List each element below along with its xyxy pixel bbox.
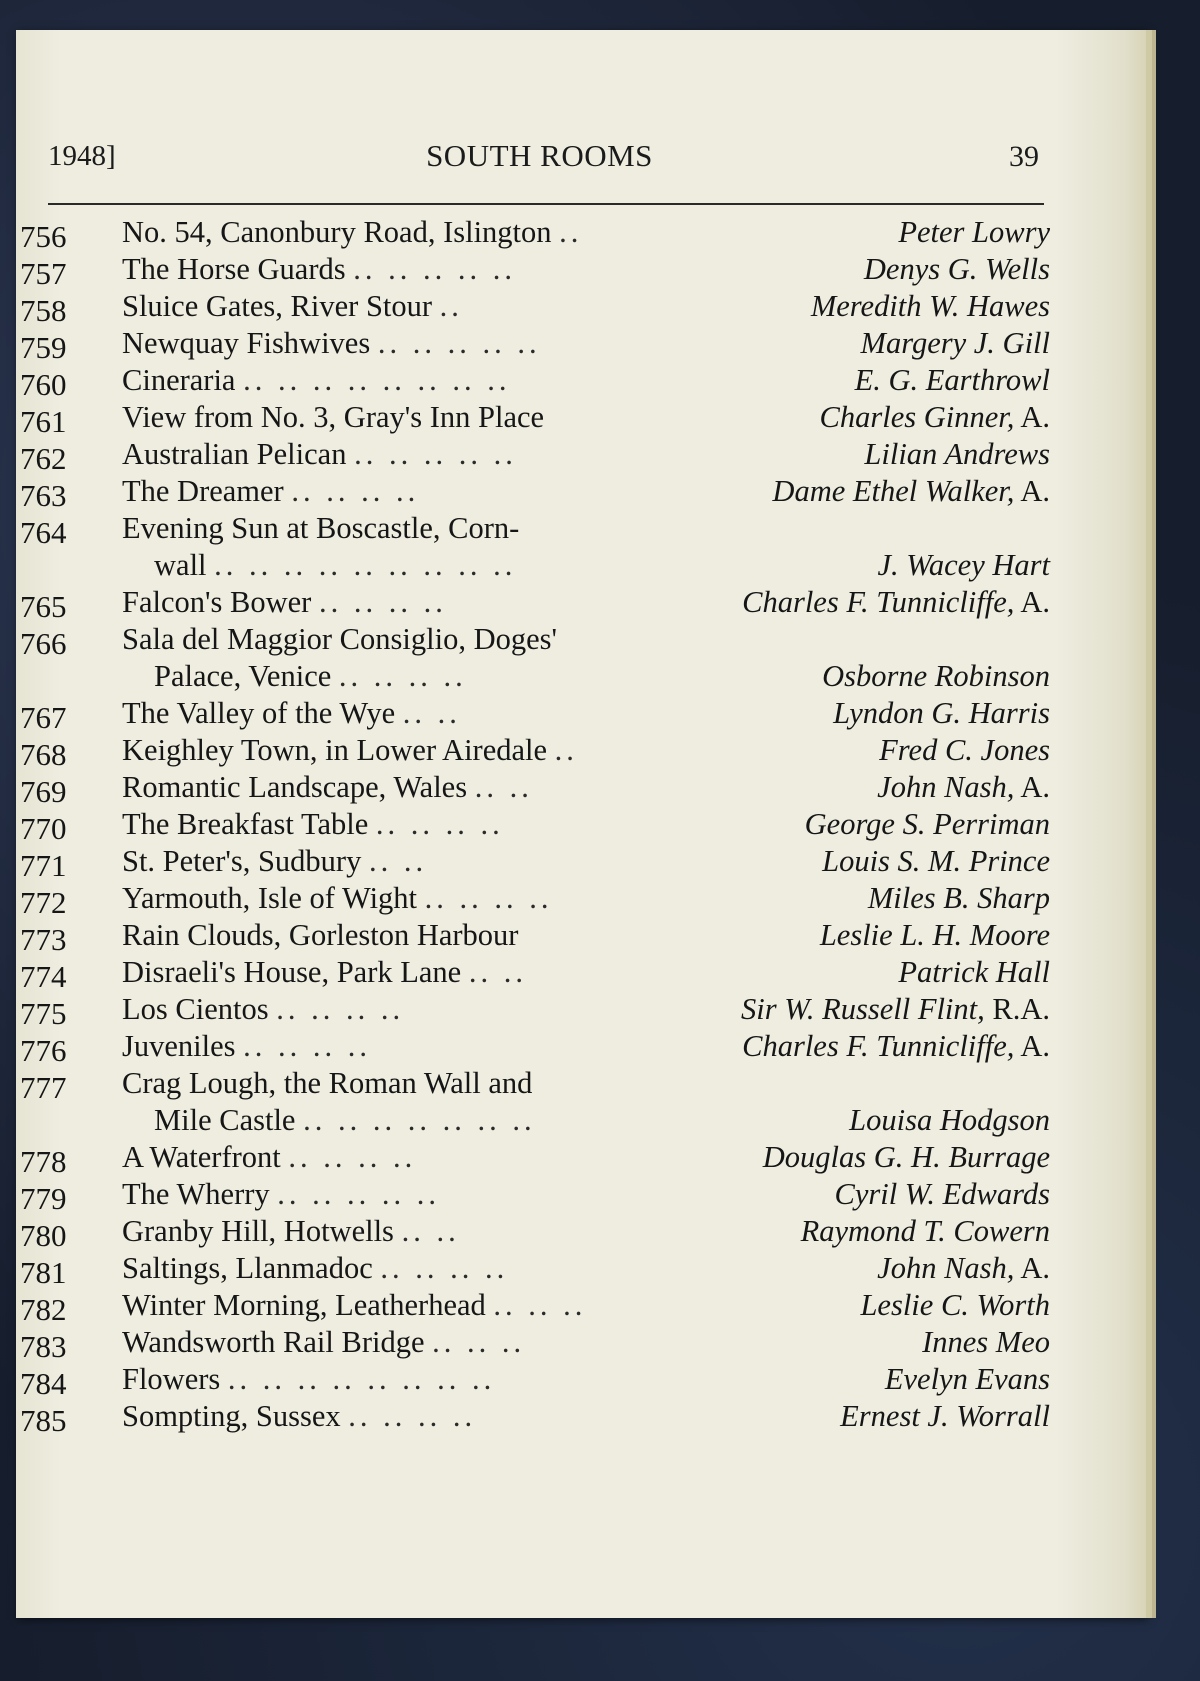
entry-artist bbox=[855, 363, 1050, 398]
dot-leader: .. .. .. .. bbox=[288, 1140, 417, 1174]
catalogue-entry bbox=[20, 807, 1050, 844]
entry-artist bbox=[898, 955, 1050, 990]
catalogue-entry bbox=[20, 437, 1050, 474]
entry-number: 766 bbox=[20, 626, 67, 661]
catalogue-entry bbox=[20, 918, 1050, 955]
artist-name: J. Wacey Hart bbox=[877, 548, 1050, 582]
catalogue-entry bbox=[20, 1362, 1050, 1399]
entry-title bbox=[122, 511, 519, 546]
dot-leader: .. .. .. .. .. bbox=[277, 1177, 441, 1211]
artist-name: Patrick Hall bbox=[898, 955, 1050, 989]
catalogue-entry bbox=[20, 696, 1050, 733]
entry-number: 769 bbox=[20, 774, 67, 809]
entry-title-text: Cineraria bbox=[122, 363, 236, 397]
dot-leader: .. .. bbox=[368, 844, 428, 878]
artist-name: Douglas G. H. Burrage bbox=[762, 1140, 1050, 1174]
entry-artist bbox=[822, 659, 1050, 694]
entry-title-text: The Wherry bbox=[122, 1177, 270, 1211]
entry-artist bbox=[898, 215, 1050, 250]
entry-title-text: Australian Pelican bbox=[122, 437, 347, 471]
academy-suffix: A. bbox=[1014, 585, 1050, 619]
dot-leader: .. .. .. .. .. bbox=[377, 326, 541, 360]
entry-title-text: Sala del Maggior Consiglio, Doges' bbox=[122, 622, 557, 656]
dot-leader: .. .. .. .. bbox=[291, 474, 420, 508]
artist-name: Cyril W. Edwards bbox=[834, 1177, 1050, 1211]
entry-artist bbox=[822, 844, 1050, 879]
entry-title-text: Winter Morning, Leatherhead bbox=[122, 1288, 486, 1322]
entry-title-text: The Breakfast Table bbox=[122, 807, 369, 841]
catalogue-entry bbox=[20, 992, 1050, 1029]
entry-artist bbox=[840, 1399, 1050, 1434]
entry-number: 773 bbox=[20, 922, 67, 957]
entry-number: 760 bbox=[20, 367, 67, 402]
dot-leader: .. .. .. .. bbox=[243, 1029, 372, 1063]
dot-leader: .. .. .. .. .. .. .. .. .. bbox=[214, 548, 517, 582]
entry-title bbox=[122, 1362, 495, 1397]
entry-title-continued bbox=[154, 1103, 536, 1138]
entry-title bbox=[122, 807, 504, 842]
artist-name: Leslie L. H. Moore bbox=[819, 918, 1050, 952]
entry-title-continued bbox=[154, 548, 516, 583]
entry-number: 784 bbox=[20, 1366, 67, 1401]
dot-leader: .. .. .. bbox=[432, 1325, 526, 1359]
entry-title-text: The Horse Guards bbox=[122, 252, 346, 286]
entry-artist bbox=[772, 474, 1050, 509]
entry-title bbox=[122, 1029, 371, 1064]
artist-name: Denys G. Wells bbox=[863, 252, 1050, 286]
header-rule bbox=[48, 203, 1044, 205]
entry-number: 775 bbox=[20, 996, 67, 1031]
dot-leader: .. bbox=[439, 289, 463, 323]
entry-title bbox=[122, 363, 510, 398]
catalogue-entry bbox=[20, 289, 1050, 326]
catalogue-entry bbox=[20, 1251, 1050, 1288]
entry-artist bbox=[833, 696, 1050, 731]
catalogue-entry bbox=[20, 474, 1050, 511]
section-title: SOUTH ROOMS bbox=[426, 138, 653, 173]
dot-leader: .. .. .. .. bbox=[424, 881, 553, 915]
entry-artist bbox=[849, 1103, 1050, 1138]
catalogue-entry bbox=[20, 1066, 1050, 1140]
entry-artist bbox=[820, 918, 1050, 953]
entry-title bbox=[122, 918, 518, 953]
artist-name: Charles F. Tunnicliffe, bbox=[742, 1029, 1015, 1063]
entry-artist bbox=[877, 548, 1050, 583]
entry-title-text: The Dreamer bbox=[122, 474, 284, 508]
artist-name: Dame Ethel Walker, bbox=[772, 474, 1015, 508]
entry-title-text: Los Cientos bbox=[122, 992, 269, 1026]
entry-title-text: Saltings, Llanmadoc bbox=[122, 1251, 373, 1285]
entry-artist bbox=[864, 252, 1050, 287]
entry-number: 778 bbox=[20, 1144, 67, 1179]
artist-name: Miles B. Sharp bbox=[867, 881, 1050, 915]
artist-name: John Nash, bbox=[877, 1251, 1015, 1285]
entry-title-text: Falcon's Bower bbox=[122, 585, 312, 619]
catalogue-entry bbox=[20, 1177, 1050, 1214]
entry-title bbox=[122, 1066, 532, 1101]
entry-title bbox=[122, 1288, 586, 1323]
dot-leader: .. bbox=[554, 733, 578, 767]
entry-title bbox=[122, 696, 461, 731]
dot-leader: .. .. .. .. bbox=[318, 585, 447, 619]
artist-name: Peter Lowry bbox=[898, 215, 1050, 249]
catalogue-entry bbox=[20, 881, 1050, 918]
entry-number: 759 bbox=[20, 330, 67, 365]
entry-title bbox=[122, 955, 527, 990]
entry-artist bbox=[820, 400, 1050, 435]
catalogue-entry bbox=[20, 622, 1050, 696]
entry-artist bbox=[801, 1214, 1050, 1249]
academy-suffix: A. bbox=[1014, 1251, 1050, 1285]
entry-title bbox=[122, 1214, 460, 1249]
artist-name: Charles F. Tunnicliffe, bbox=[742, 585, 1015, 619]
catalogue-entry bbox=[20, 585, 1050, 622]
academy-suffix: A. bbox=[1014, 400, 1050, 434]
entry-artist bbox=[860, 1288, 1050, 1323]
dot-leader: .. .. .. .. bbox=[276, 992, 405, 1026]
academy-suffix: A. bbox=[1014, 770, 1050, 804]
entry-title bbox=[122, 400, 544, 435]
entry-number: 758 bbox=[20, 293, 67, 328]
artist-name: Fred C. Jones bbox=[879, 733, 1050, 767]
entry-title bbox=[122, 1325, 525, 1360]
catalogue-entry bbox=[20, 955, 1050, 992]
catalogue-entry bbox=[20, 1214, 1050, 1251]
artist-name: E. G. Earthrowl bbox=[854, 363, 1050, 397]
dot-leader: .. .. bbox=[402, 696, 461, 730]
entry-title-text: No. 54, Canonbury Road, Islington bbox=[122, 215, 552, 249]
entry-title-text: Newquay Fishwives bbox=[122, 326, 371, 360]
entry-title bbox=[122, 585, 447, 620]
entry-title-text: Crag Lough, the Roman Wall and bbox=[122, 1066, 533, 1100]
dot-leader: .. .. .. .. bbox=[375, 807, 504, 841]
entry-title bbox=[122, 437, 517, 472]
entry-title-text: Rain Clouds, Gorleston Harbour bbox=[122, 918, 519, 952]
catalogue-entry bbox=[20, 1399, 1050, 1436]
entry-artist bbox=[741, 992, 1050, 1027]
entry-title-text: Sluice Gates, River Stour bbox=[122, 289, 433, 323]
catalogue-entry bbox=[20, 252, 1050, 289]
catalogue-entry bbox=[20, 733, 1050, 770]
entry-artist bbox=[879, 733, 1050, 768]
entry-title-continued-text: wall bbox=[154, 548, 207, 582]
entry-number: 785 bbox=[20, 1403, 67, 1438]
academy-suffix: A. bbox=[1014, 474, 1050, 508]
entry-number: 761 bbox=[20, 404, 67, 439]
page-number: 39 bbox=[1009, 140, 1039, 173]
entry-title bbox=[122, 289, 463, 324]
dot-leader: .. .. .. .. .. .. .. bbox=[303, 1103, 536, 1137]
entry-title bbox=[122, 252, 516, 287]
entry-number: 767 bbox=[20, 700, 67, 735]
entry-artist bbox=[868, 881, 1050, 916]
artist-name: John Nash, bbox=[877, 770, 1015, 804]
artist-name: Meredith W. Hawes bbox=[810, 289, 1050, 323]
entry-number: 771 bbox=[20, 848, 67, 883]
entry-title-text: Granby Hill, Hotwells bbox=[122, 1214, 394, 1248]
entry-title-text: View from No. 3, Gray's Inn Place bbox=[122, 400, 545, 434]
entry-title-text: Sompting, Sussex bbox=[122, 1399, 341, 1433]
artist-name: Louis S. M. Prince bbox=[822, 844, 1050, 878]
running-header bbox=[32, 118, 1047, 182]
entry-title bbox=[122, 881, 553, 916]
entry-number: 782 bbox=[20, 1292, 67, 1327]
entry-title-text: Romantic Landscape, Wales bbox=[122, 770, 468, 804]
entry-title bbox=[122, 474, 419, 509]
entry-number: 763 bbox=[20, 478, 67, 513]
artist-name: Sir W. Russell Flint, bbox=[741, 992, 985, 1026]
entry-number: 756 bbox=[20, 219, 67, 254]
academy-suffix: R.A. bbox=[984, 992, 1050, 1026]
entry-number: 768 bbox=[20, 737, 67, 772]
catalogue-entry bbox=[20, 844, 1050, 881]
entry-number: 776 bbox=[20, 1033, 67, 1068]
entry-number: 762 bbox=[20, 441, 67, 476]
dot-leader: .. .. .. .. .. bbox=[353, 252, 516, 286]
entry-artist bbox=[763, 1140, 1050, 1175]
entry-number: 764 bbox=[20, 515, 67, 550]
catalogue-entry bbox=[20, 400, 1050, 437]
entry-title bbox=[122, 770, 533, 805]
artist-name: Osborne Robinson bbox=[822, 659, 1050, 693]
entry-title-text: Evening Sun at Boscastle, Corn- bbox=[122, 511, 520, 545]
entry-number: 781 bbox=[20, 1255, 67, 1290]
artist-name: Louisa Hodgson bbox=[849, 1103, 1050, 1137]
entry-title bbox=[122, 1140, 416, 1175]
academy-suffix: A. bbox=[1014, 1029, 1050, 1063]
entry-title-text: A Waterfront bbox=[122, 1140, 281, 1174]
catalogue-entry bbox=[20, 1029, 1050, 1066]
entry-title bbox=[122, 326, 541, 361]
entry-title bbox=[122, 992, 404, 1027]
entry-title-text: Juveniles bbox=[122, 1029, 236, 1063]
catalogue-entry bbox=[20, 1325, 1050, 1362]
artist-name: Ernest J. Worrall bbox=[840, 1399, 1050, 1433]
entry-number: 770 bbox=[20, 811, 67, 846]
entry-title-text: Wandsworth Rail Bridge bbox=[122, 1325, 425, 1359]
catalogue-entry bbox=[20, 363, 1050, 400]
artist-name: Charles Ginner, bbox=[819, 400, 1015, 434]
entry-artist bbox=[877, 770, 1050, 805]
dot-leader: .. .. .. .. .. bbox=[354, 437, 517, 471]
entry-title bbox=[122, 733, 578, 768]
entry-title bbox=[122, 1251, 508, 1286]
artist-name: Innes Meo bbox=[922, 1325, 1050, 1359]
dot-leader: .. .. bbox=[474, 770, 533, 804]
entry-title-text: Yarmouth, Isle of Wight bbox=[122, 881, 418, 915]
entry-title bbox=[122, 844, 427, 879]
entry-artist bbox=[742, 585, 1050, 620]
entry-artist bbox=[861, 326, 1050, 361]
entry-title-text: Keighley Town, in Lower Airedale bbox=[122, 733, 548, 767]
entry-artist bbox=[834, 1177, 1050, 1212]
entry-number: 757 bbox=[20, 256, 67, 291]
dot-leader: .. bbox=[559, 215, 583, 249]
dot-leader: .. .. .. .. .. .. .. .. bbox=[243, 363, 511, 397]
entry-number: 772 bbox=[20, 885, 67, 920]
artist-name: George S. Perriman bbox=[804, 807, 1050, 841]
artist-name: Lilian Andrews bbox=[864, 437, 1050, 471]
entry-artist bbox=[885, 1362, 1050, 1397]
entry-number: 777 bbox=[20, 1070, 67, 1105]
entry-title-text: The Valley of the Wye bbox=[122, 696, 396, 730]
entry-artist bbox=[877, 1251, 1050, 1286]
catalogue-entry bbox=[20, 1140, 1050, 1177]
dot-leader: .. .. .. bbox=[493, 1288, 587, 1322]
entry-artist bbox=[922, 1325, 1050, 1360]
entry-artist bbox=[742, 1029, 1050, 1064]
dot-leader: .. .. bbox=[468, 955, 527, 989]
dot-leader: .. .. .. .. bbox=[338, 659, 467, 693]
entry-number: 779 bbox=[20, 1181, 67, 1216]
entry-artist bbox=[864, 437, 1050, 472]
entry-title bbox=[122, 622, 557, 657]
entry-artist bbox=[811, 289, 1050, 324]
dot-leader: .. .. .. .. bbox=[348, 1399, 477, 1433]
year-label: 1948] bbox=[48, 140, 116, 172]
artist-name: Raymond T. Cowern bbox=[800, 1214, 1050, 1248]
catalogue-entry bbox=[20, 770, 1050, 807]
catalogue-entry bbox=[20, 326, 1050, 363]
artist-name: Margery J. Gill bbox=[860, 326, 1050, 360]
dot-leader: .. .. bbox=[401, 1214, 460, 1248]
entry-title-continued-text: Palace, Venice bbox=[154, 659, 332, 693]
entry-title-continued-text: Mile Castle bbox=[154, 1103, 296, 1137]
artist-name: Evelyn Evans bbox=[884, 1362, 1050, 1396]
entry-title-text: Disraeli's House, Park Lane bbox=[122, 955, 462, 989]
catalogue-entry bbox=[20, 511, 1050, 585]
entry-title bbox=[122, 215, 582, 250]
entry-list bbox=[20, 215, 1050, 1436]
artist-name: Lyndon G. Harris bbox=[833, 696, 1050, 730]
entry-title-continued bbox=[154, 659, 467, 694]
catalogue-entry bbox=[20, 215, 1050, 252]
catalogue-entry bbox=[20, 1288, 1050, 1325]
entry-title-text: Flowers bbox=[122, 1362, 221, 1396]
entry-title-text: St. Peter's, Sudbury bbox=[122, 844, 362, 878]
dot-leader: .. .. .. .. .. .. .. .. bbox=[227, 1362, 496, 1396]
entry-artist bbox=[805, 807, 1050, 842]
dot-leader: .. .. .. .. bbox=[380, 1251, 509, 1285]
entry-title bbox=[122, 1177, 440, 1212]
artist-name: Leslie C. Worth bbox=[860, 1288, 1050, 1322]
entry-title bbox=[122, 1399, 476, 1434]
entry-number: 780 bbox=[20, 1218, 67, 1253]
entry-number: 774 bbox=[20, 959, 67, 994]
entry-number: 783 bbox=[20, 1329, 67, 1364]
entry-number: 765 bbox=[20, 589, 67, 624]
